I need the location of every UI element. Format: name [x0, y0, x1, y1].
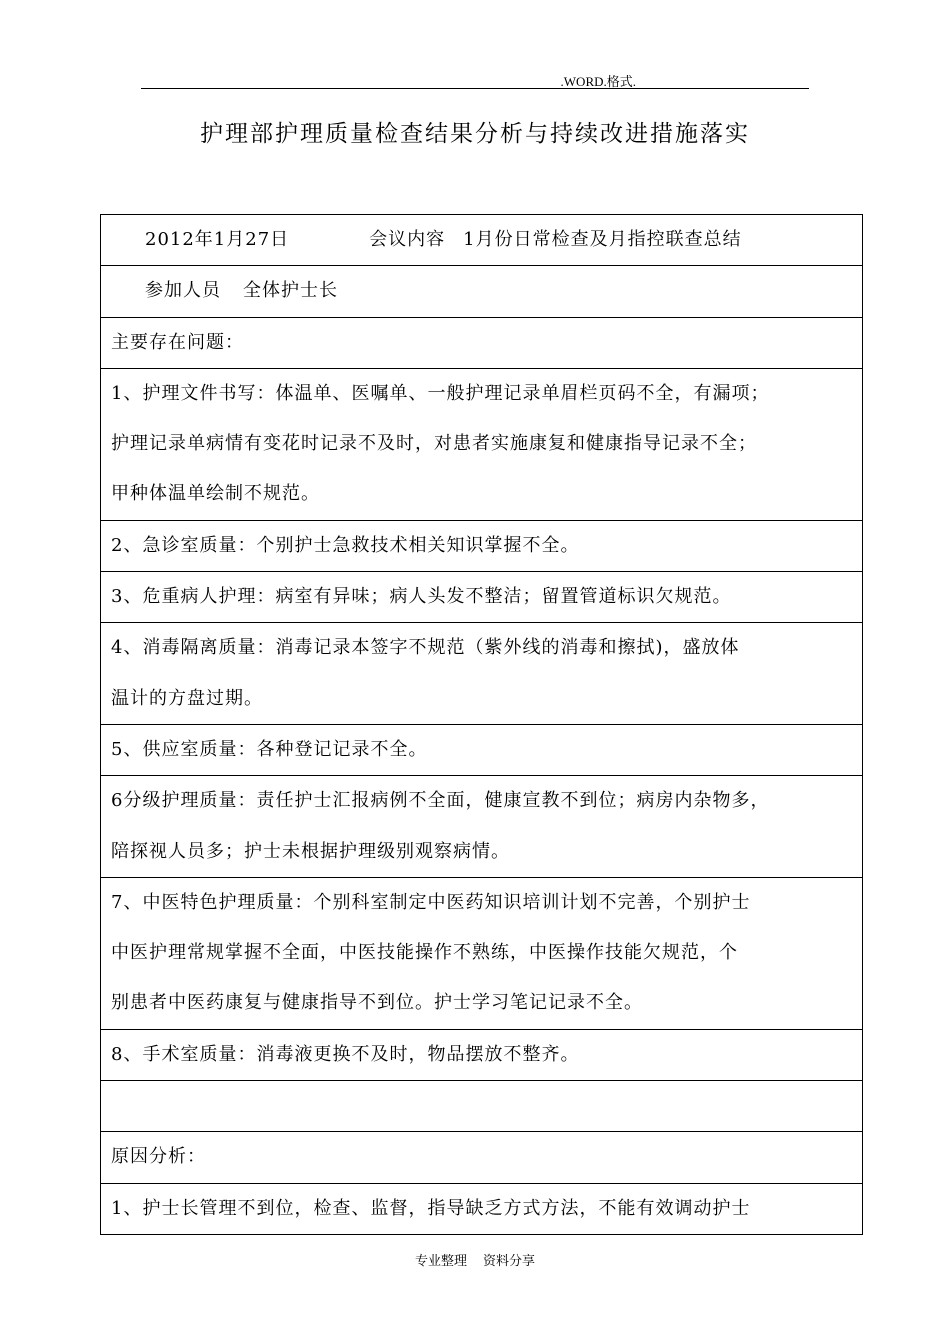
- problem-text-line: 2、急诊室质量：个别护士急救技术相关知识掌握不全。: [111, 534, 580, 556]
- header-format-label: .WORD.格式.: [560, 74, 636, 89]
- problem-text-line: 护理记录单病情有变花时记录不及时，对患者实施康复和健康指导记录不全；: [111, 433, 757, 455]
- report-table: [100, 214, 863, 1235]
- meeting-content-label: 会议内容: [369, 229, 446, 250]
- problem-text-line: 温计的方盘过期。: [111, 687, 263, 709]
- footer-left: 专业整理: [414, 1254, 467, 1269]
- problem-text-line: 5、供应室质量：各种登记记录不全。: [111, 738, 428, 760]
- document-title: 护理部护理质量检查结果分析与持续改进措施落实: [200, 121, 750, 147]
- problem-item-8: [101, 1029, 862, 1080]
- problem-item-2: [101, 520, 862, 571]
- header-rule: [141, 88, 809, 89]
- analysis-text-line: 1、护士长管理不到位，检查、监督，指导缺乏方式方法，不能有效调动护士: [111, 1197, 751, 1219]
- problems-heading-row: [101, 317, 862, 368]
- participants-label: 参加人员: [145, 280, 221, 302]
- problem-text-line: 1、护理文件书写：体温单、医嘱单、一般护理记录单眉栏页码不全，有漏项；: [111, 382, 770, 404]
- analysis-heading: 原因分析：: [111, 1146, 206, 1168]
- problem-text-line: 7、中医特色护理质量：个别科室制定中医药知识培训计划不完善，个别护士: [111, 891, 751, 913]
- analysis-item-1: [101, 1183, 862, 1234]
- problem-item-5: [101, 724, 862, 775]
- problem-text-line: 6分级护理质量：责任护士汇报病例不全面，健康宣教不到位；病房内杂物多，: [111, 790, 770, 812]
- meeting-date-row: [101, 215, 862, 265]
- participants-value: 全体护士长: [243, 280, 338, 302]
- participants-line: [111, 266, 852, 316]
- problem-text-line: 陪探视人员多；护士未根据护理级别观察病情。: [111, 840, 510, 862]
- problem-text-line: 中医护理常规掌握不全面，中医技能操作不熟练，中医操作技能欠规范，个: [111, 942, 738, 964]
- problem-item-1: [101, 368, 862, 520]
- problem-text-line: 3、危重病人护理：病室有异味；病人头发不整洁；留置管道标识欠规范。: [111, 586, 732, 608]
- problem-item-3: [101, 571, 862, 622]
- meeting-content-value: 1月份日常检查及月指控联查总结: [463, 229, 742, 250]
- problem-text-line: 甲种体温单绘制不规范。: [111, 483, 320, 505]
- empty-row: [101, 1080, 862, 1131]
- problems-heading: 主要存在问题：: [111, 331, 244, 353]
- problem-item-4: [101, 622, 862, 724]
- problem-item-7: [101, 877, 862, 1029]
- footer-right: 资料分享: [483, 1254, 536, 1269]
- page-footer: [0, 1250, 950, 1269]
- meeting-info-line: [111, 215, 852, 265]
- problem-text-line: 8、手术室质量：消毒液更换不及时，物品摆放不整齐。: [111, 1043, 580, 1065]
- analysis-heading-row: [101, 1131, 862, 1182]
- problem-text-line: 4、消毒隔离质量：消毒记录本签字不规范（紫外线的消毒和擦拭)，盛放体: [111, 637, 740, 659]
- empty-line: [111, 1081, 852, 1131]
- problem-text-line: 别患者中医药康复与健康指导不到位。护士学习笔记记录不全。: [111, 992, 643, 1014]
- participants-row: [101, 265, 862, 316]
- meeting-date: 2012年1月27日: [145, 229, 290, 250]
- problem-item-6: [101, 775, 862, 877]
